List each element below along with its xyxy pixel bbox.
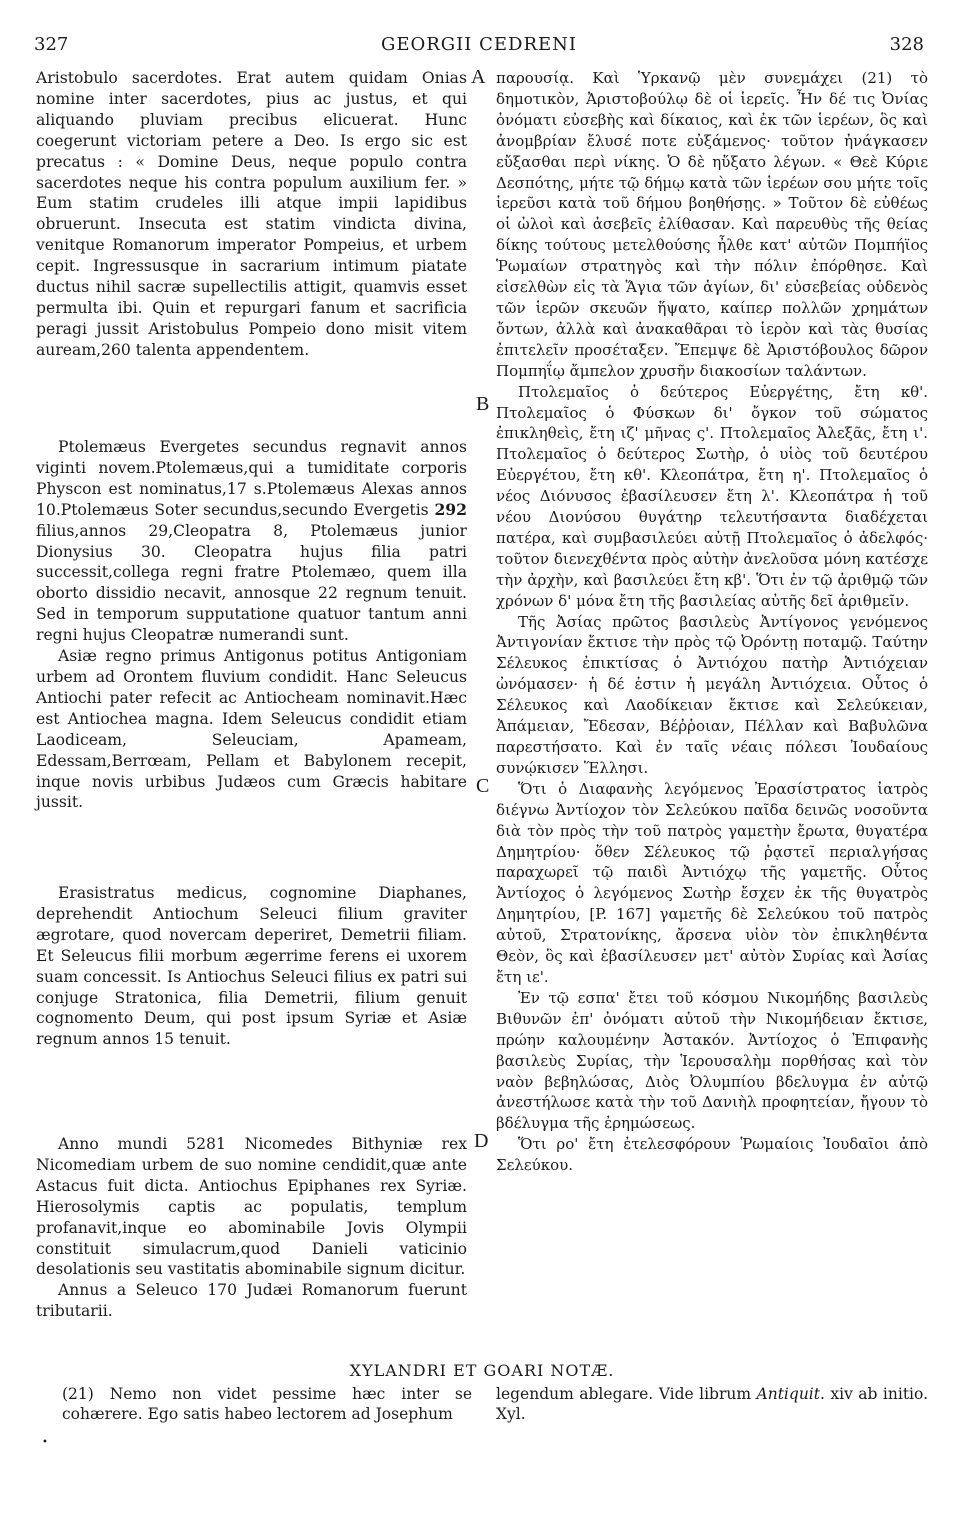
latin-paragraph-1: Aristobulo sacerdotes. Erat autem quidam Onias nomine inter sacerdotes, pius ac justus, et qui aliquando pluviam precibus elicuerat. Hunc coegerunt victoriam petere a Deo. Is ergo sic est precatus : « Domine Deus, neque populo contra sacerdotes neque his contra populum auxilium fer. » Eum statim crudeles illi atque impii lapidibus obruerunt. Insecuta est statim vindicta divina, venitque Romanorum imperator Pompeius, et urbem cepit. Ingressusque in sacrarium intimum piatate ductus nihil sacræ supellectilis attigit, quamvis esset permulta ibi. Quin et repurgari fanum et sacrificia peragi jussit Aristobulus Pompeio dono misit vitem auream,260 talenta appendentem. [36,69,467,359]
latin-paragraph-3: Asiæ regno primus Antigonus potitus Antigoniam urbem ad Orontem fluvium condidit. Hanc Seleucus Antiochi pater refecit ac Antiocheam nominavit.Hæc est Antiochea magna. Idem Seleucus condidit etiam Laodiceam, Seleuciam, Apameam, Edessam,Berrœam, Pellam et Babylonem recepit, inque novis urbibus Judæos cum Græcis habitare jussit. [36,647,467,812]
section-marker-a: A [471,66,486,88]
note-left: (21) Nemo non videt pessime hæc inter se cohærere. Ego satis habeo lectorem ad Josephum [62,1385,472,1423]
greek-paragraph-4: Ὅτι ὁ Διαφανὴς λεγόμενος Ἐρασίστρατος ἰατρὸς διέγνω Ἀντίοχον τὸν Σελεύκου παῖδα δεινῶς νοσοῦντα διὰ τὸν πρὸς τὴν τοῦ πατρὸς γαμετὴν ἔρωτα, θυγατέρα Δημητρίου· ὅθεν Σέλευκος τῷ ῥᾳστεῖ περιαλγήσας παραχωρεῖ τῷ παιδὶ Ἀντιόχῳ τῆς γαμετῆς. Οὗτος Ἀντίοχος ὁ λεγόμενος Σωτὴρ ἔσχεν ἐκ τῆς θυγατρὸς Δημητρίου, [P. 167] γαμετῆς δὲ Σελεύκου τοῦ πατρὸς αὐτοῦ, Στρατονίκης, ἄρσενα υἱὸν τὸν ἐπικληθέντα Θεὸν, ὃς καὶ ἐβασίλευσεν μετ' αὐτὸν Συρίας καὶ Ἀσίας ἔτη ιε'. [496,779,928,986]
greek-paragraph-6: Ὅτι ρο' ἔτη ἐτελεσφόρουν Ῥωμαίοις Ἰουδαῖοι ἀπὸ Σελεύκου. [496,1135,928,1175]
note-right-end: xiv ab initio. Xyl. [496,1385,928,1423]
greek-column [496,68,928,1176]
stray-mark: • [42,1437,48,1448]
running-head [34,34,924,58]
latin-paragraph-5: Anno mundi 5281 Nicomedes Bithyniæ rex Nicomediam urbem de suo nomine cendidit,quæ ante Astacus fuit dicta. Antiochus Epiphanes rex Syriæ. Hierosolymis captis ac populatis, templum profanavit,inque eo abominabile Jovis Olympii constituit simulacrum,quod Danieli vaticinio desolationis seu vastitatis abominabile signum dicitur. [36,1135,467,1279]
margin-page-number: 292 [434,499,467,519]
greek-paragraph-1: παρουσίᾳ. Καὶ Ὑρκανῷ μὲν συνεμάχει (21) τὸ δημοτικὸν, Ἀριστοβούλῳ δὲ οἱ ἱερεῖς. Ἦν δέ τις Ὀνίας ὀνόματι εὐσεβὴς καὶ δίκαιος, καὶ ἐκ τῶν ἱερέων, ὃς καὶ ἀνομβρίαν ἔλυσέ ποτε εὐξάμενος· τοῦτον ἠνάγκασεν εὔξασθαι περὶ νίκης. Ὁ δὲ ηὔξατο λέγων. « Θεὲ Κύριε Δεσπότης, μήτε τῷ δήμῳ κατὰ τῶν ἱερέων σου μήτε τοῖς ἱερεῦσι κατὰ τοῦ δήμου βοηθήσῃς. » Τοῦτον δὲ εὐθέως οἱ ὠλοὶ καὶ ἀσεβεῖς ἐλίθασαν. Καὶ παρευθὺς τῆς θείας δίκης τούτους μετελθούσης ἦλθε κατ' αὐτῶν Πομπήϊος Ῥωμαίων στρατηγὸς καὶ τὴν πόλιν ἐπόρθησε. Καὶ εἰσελθὼν εἰς τὰ Ἅγια τῶν ἁγίων, δι' εὐσεβείας οὐδενὸς τῶν ἱερῶν σκευῶν ἥψατο, καίπερ πολλῶν χρημάτων ὄντων, ἀλλὰ καὶ ἀνακαθᾶραι τὸ ἱερὸν καὶ τὰς θυσίας ἐπιτελεῖν προσέταξεν. Ἔπεμψε δὲ Ἀριστόβουλος δῶρον Πομπηΐῳ ἄμπελον χρυσῆν διακοσίων ταλάντων. [496,69,928,380]
latin-paragraph-2-text: Ptolemæus Evergetes secundus regnavit annos viginti novem.Ptolemæus,qui a tumiditate corporis Physcon est nominatus,17 s.Ptolemæus Alexas annos 10.Ptolemæus Soter secundus,secundo Evergetis [36,438,467,519]
latin-paragraph-2 [36,437,467,646]
latin-column-4 [36,1134,467,1322]
section-marker-c: C [476,775,490,797]
latin-column-2 [36,437,467,813]
section-marker-d: D [474,1130,489,1152]
page-number-left: 327 [34,34,69,55]
note-right-text: legendum ablegare. Vide librum [496,1385,757,1403]
greek-paragraph-5: Ἐν τῷ εσπα' ἔτει τοῦ κόσμου Νικομήδης βασιλεὺς Βιθυνῶν ἐπ' ὀνόματι αὐτοῦ τὴν Νικομήδειαν ἔκτισε, πρώην καλουμένην Ἀστακόν. Ἀντίοχος ὁ Ἐπιφανὴς βασιλεὺς Συρίας, τὴν Ἱερουσαλὴμ πορθήσας καὶ τὸν ναὸν βεβηλώσας, Διὸς Ὀλυμπίου βδελυγμα ἐν αὐτῷ ἀνεστήλωσε κατὰ τὴν τοῦ Δανιὴλ προφητείαν, ἤγουν τὸ βδέλυγμα τῆς ἐρημώσεως. [496,988,928,1133]
note-right-italic: Antiquit. [756,1385,825,1403]
latin-paragraph-6: Annus a Seleuco 170 Judæi Romanorum fuerunt tributarii. [36,1281,467,1321]
section-marker-b: B [476,393,490,415]
latin-column [36,68,467,361]
page-number-right: 328 [889,34,924,55]
greek-paragraph-3: Τῆς Ἀσίας πρῶτος βασιλεὺς Ἀντίγονος γενόμενος Ἀντιγονίαν ἔκτισε τὴν πρὸς τῷ Ὀρόντῃ ποταμῷ. Ταύτην Σέλευκος ἐπικτίσας ὁ Ἀντιόχου πατὴρ Ἀντιόχειαν ὠνόμασεν· ἡ δέ ἐστιν ἡ μεγάλη Ἀντιόχεια. Οὗτος ὁ Σέλευκος καὶ Λαοδίκειαν ἔκτισε καὶ Σελεύκειαν, Ἀπάμειαν, Ἔδεσαν, Βέῤῥοιαν, Πέλλαν καὶ Βαβυλῶνα παρεστήσατο. Καὶ ἐν ταῖς νέαις πόλεσι Ἰουδαίους συνῴκισεν Ἕλλησι. [496,612,928,777]
greek-paragraph-2: Πτολεμαῖος ὁ δεύτερος Εὐεργέτης, ἔτη κθ'. Πτολεμαῖος ὁ Φύσκων δι' ὄγκον τοῦ σώματος ἐπικληθεὶς, ἔτη ιζ' μῆνας ς'. Πτολεμαῖος Ἀλεξᾶς, ἔτη ι'. Πτολεμαῖος ὁ δεύτερος Σωτὴρ, ὁ υἱὸς τοῦ δευτέρου Εὐεργέτου, ἔτη κθ'. Κλεοπάτρα, ἔτη η'. Πτολεμαῖος ὁ νέος Διόνυσος ἐβασίλευσεν ἔτη λ'. Κλεοπάτρα ἡ τοῦ νέου Διονύσου θυγάτηρ τελευτήσαντα διαδέχεται πατέρα, καὶ συμβασιλεύει αὐτῇ Πτολεμαῖος ὁ ἀδελφός· τοῦτον διενεχθέντα πρὸς αὐτὴν ἀνελοῦσα μόνη κατέσχε τὴν ἀρχὴν, καὶ βασιλεύει ἔτη κβ'. Ὅτι ἐν τῷ ἀριθμῷ τῶν χρόνων δ' μόνα ἔτη τῆς βασιλείας αὐτῆς δεῖ ἀριθμεῖν. [496,382,928,610]
latin-paragraph-4: Erasistratus medicus, cognomine Diaphanes, deprehendit Antiochum Seleuci filium graviter ægrotare, quod novercam deperiret, Demetrii filiam. Et Seleucus filii morbum ægerrime ferens ei uxorem suam concessit. Is Antiochus Seleuci filius ex patri sui conjuge Stratonica, filia Demetrii, filium genuit cognomento Deum, qui post ipsum Syriæ et Asiæ regnum annos 15 tenuit. [36,884,467,1049]
latin-column-3 [36,883,467,1050]
running-title: GEORGII CEDRENI [380,34,578,55]
note-right [496,1384,928,1424]
latin-paragraph-2-cont: filius,annos 29,Cleopatra 8, Ptolemæus junior Dionysius 30. Cleopatra hujus filia patri successit,collega regni fratre Ptolemæo, quem illa oborto dissidio necavit, annosque 22 regnum tenuit. Sed in temporum supputatione quatuor tantum anni regni hujus Cleopatræ numerandi sunt. [36,521,467,645]
notes-heading: XYLANDRI ET GOARI NOTÆ. [349,1361,615,1380]
